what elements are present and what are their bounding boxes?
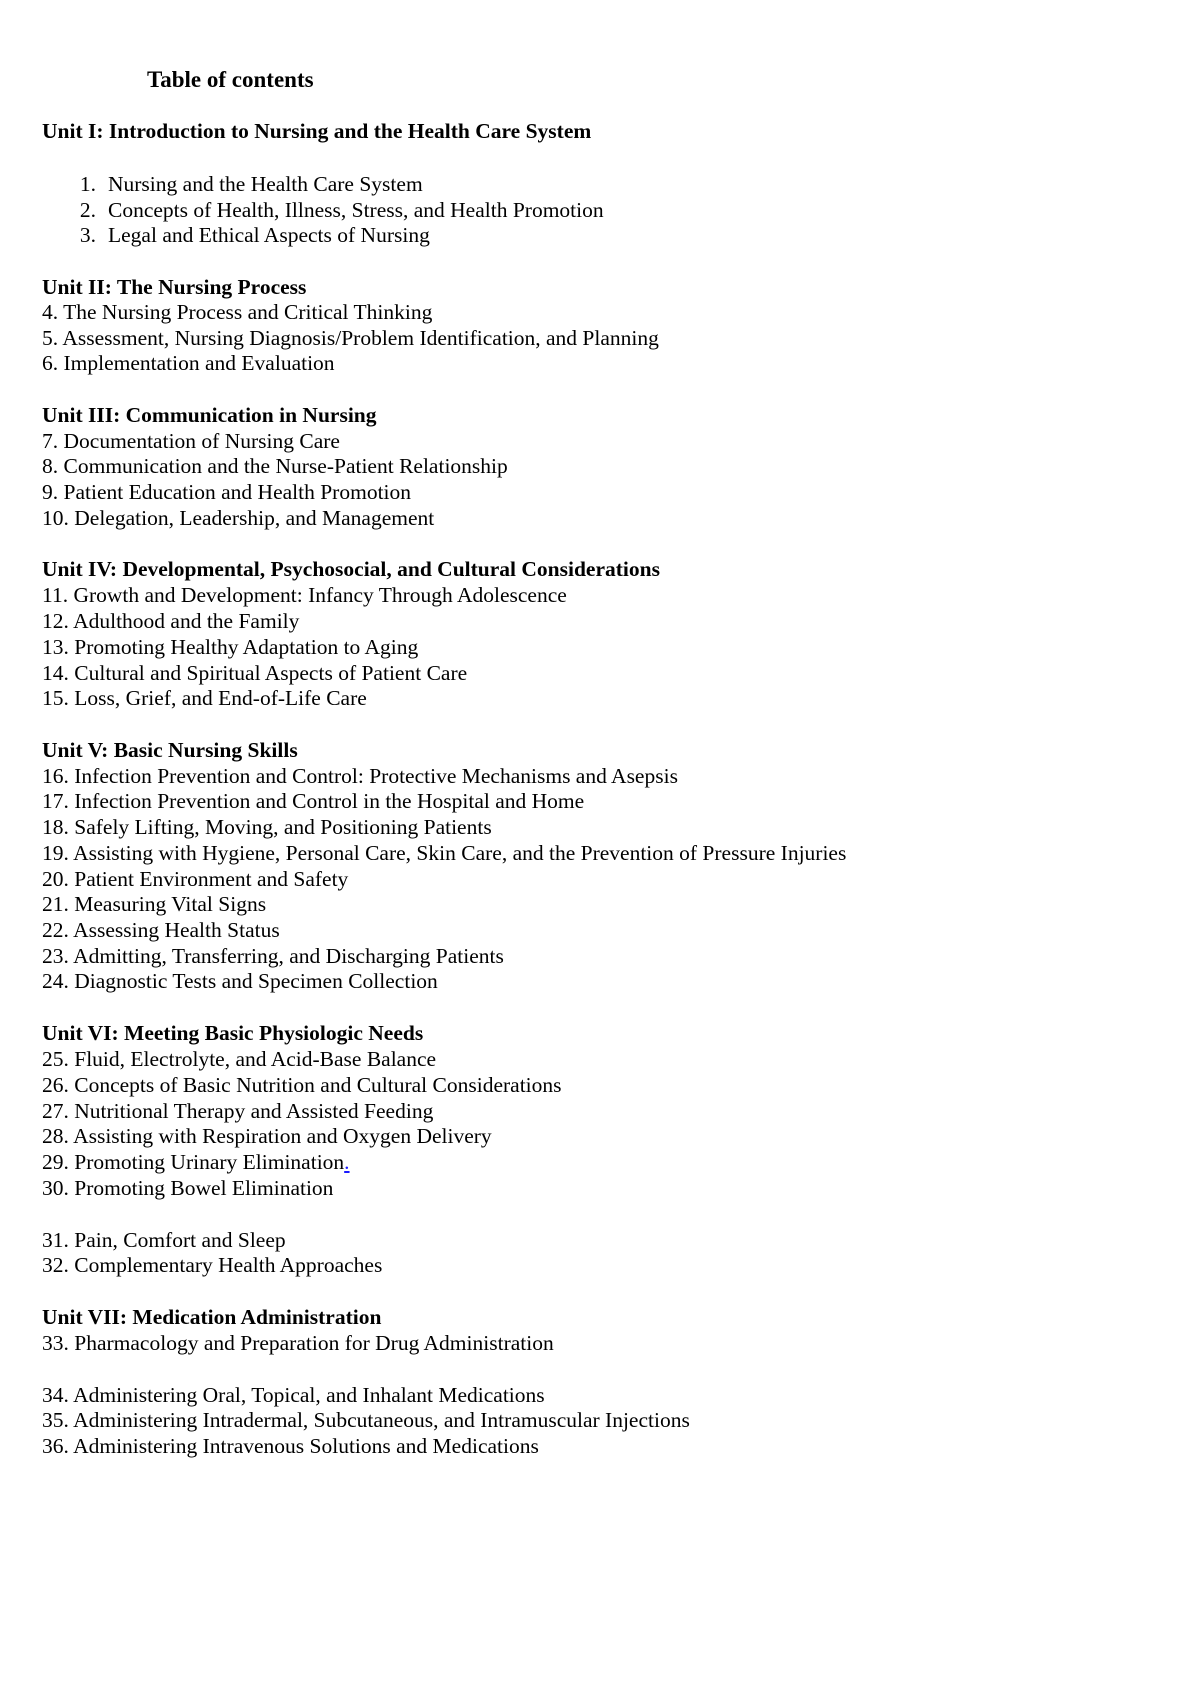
unit-heading-2: Unit II: The Nursing Process bbox=[42, 275, 307, 299]
chapter-entry: 18. Safely Lifting, Moving, and Positioning Patients bbox=[42, 815, 492, 839]
chapter-entry: 7. Documentation of Nursing Care bbox=[42, 429, 340, 453]
chapter-entry bbox=[42, 1149, 350, 1175]
chapter-entry: 6. Implementation and Evaluation bbox=[42, 351, 335, 375]
chapter-entry: 34. Administering Oral, Topical, and Inhalant Medications bbox=[42, 1383, 545, 1407]
chapter-entry bbox=[56, 222, 430, 248]
chapter-title: Nursing and the Health Care System bbox=[108, 172, 423, 196]
chapter-number: 3. bbox=[79, 223, 96, 247]
chapter-number: 2. bbox=[79, 198, 96, 222]
chapter-entry: 28. Assisting with Respiration and Oxygen Delivery bbox=[42, 1124, 492, 1148]
unit-heading-1: Unit I: Introduction to Nursing and the Health Care System bbox=[42, 119, 592, 143]
chapter-entry: 5. Assessment, Nursing Diagnosis/Problem Identification, and Planning bbox=[42, 326, 659, 350]
chapter-entry: 25. Fluid, Electrolyte, and Acid-Base Balance bbox=[42, 1047, 437, 1071]
chapter-entry: 32. Complementary Health Approaches bbox=[42, 1253, 383, 1277]
chapter-title: Legal and Ethical Aspects of Nursing bbox=[108, 223, 430, 247]
chapter-entry: 10. Delegation, Leadership, and Management bbox=[42, 506, 435, 530]
unit-heading-3: Unit III: Communication in Nursing bbox=[42, 403, 377, 427]
chapter-entry: 26. Concepts of Basic Nutrition and Cultural Considerations bbox=[42, 1073, 562, 1097]
chapter-entry bbox=[56, 171, 423, 197]
chapter-entry bbox=[56, 197, 604, 223]
unit-heading-7: Unit VII: Medication Administration bbox=[42, 1305, 382, 1329]
chapter-entry: 36. Administering Intravenous Solutions and Medications bbox=[42, 1434, 539, 1458]
chapter-title: Concepts of Health, Illness, Stress, and Health Promotion bbox=[108, 198, 604, 222]
chapter-number: 1. bbox=[79, 172, 96, 196]
chapter-entry: 22. Assessing Health Status bbox=[42, 918, 280, 942]
chapter-entry: 13. Promoting Healthy Adaptation to Aging bbox=[42, 635, 419, 659]
chapter-entry: 9. Patient Education and Health Promotion bbox=[42, 480, 412, 504]
chapter-title: 29. Promoting Urinary Elimination bbox=[42, 1150, 345, 1174]
chapter-entry: 8. Communication and the Nurse-Patient Relationship bbox=[42, 454, 508, 478]
chapter-entry: 24. Diagnostic Tests and Specimen Collection bbox=[42, 969, 438, 993]
chapter-entry: 16. Infection Prevention and Control: Protective Mechanisms and Asepsis bbox=[42, 764, 678, 788]
chapter-entry: 33. Pharmacology and Preparation for Drug Administration bbox=[42, 1331, 554, 1355]
unit-heading-4: Unit IV: Developmental, Psychosocial, and Cultural Considerations bbox=[42, 557, 660, 581]
chapter-entry: 14. Cultural and Spiritual Aspects of Patient Care bbox=[42, 661, 468, 685]
chapter-entry: 17. Infection Prevention and Control in the Hospital and Home bbox=[42, 789, 585, 813]
chapter-entry: 19. Assisting with Hygiene, Personal Care, Skin Care, and the Prevention of Pressure Injuries bbox=[42, 841, 847, 865]
chapter-entry: 31. Pain, Comfort and Sleep bbox=[42, 1228, 286, 1252]
chapter-entry: 15. Loss, Grief, and End-of-Life Care bbox=[42, 686, 367, 710]
unit-heading-5: Unit V: Basic Nursing Skills bbox=[42, 738, 298, 762]
chapter-entry: 27. Nutritional Therapy and Assisted Feeding bbox=[42, 1099, 434, 1123]
chapter-entry: 4. The Nursing Process and Critical Thinking bbox=[42, 300, 433, 324]
chapter-entry: 11. Growth and Development: Infancy Through Adolescence bbox=[42, 583, 567, 607]
chapter-entry: 12. Adulthood and the Family bbox=[42, 609, 300, 633]
chapter-link[interactable]: . bbox=[344, 1150, 350, 1174]
chapter-entry: 35. Administering Intradermal, Subcutaneous, and Intramuscular Injections bbox=[42, 1408, 690, 1432]
chapter-entry: 21. Measuring Vital Signs bbox=[42, 892, 267, 916]
unit-heading-6: Unit VI: Meeting Basic Physiologic Needs bbox=[42, 1021, 424, 1045]
chapter-entry: 20. Patient Environment and Safety bbox=[42, 867, 349, 891]
page-title: Table of contents bbox=[147, 67, 314, 92]
chapter-entry: 30. Promoting Bowel Elimination bbox=[42, 1176, 334, 1200]
chapter-entry: 23. Admitting, Transferring, and Discharging Patients bbox=[42, 944, 504, 968]
